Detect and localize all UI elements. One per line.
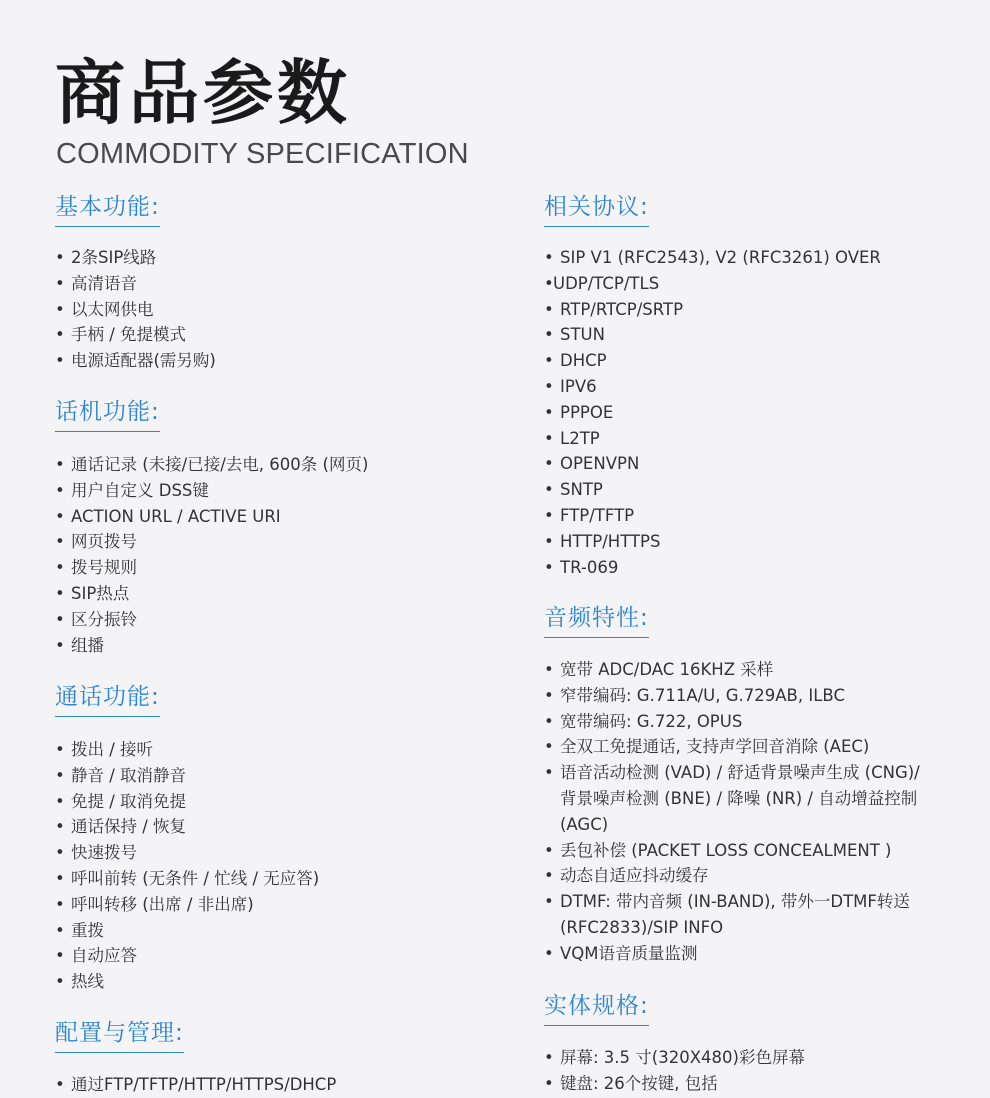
bullet-icon: •: [55, 583, 65, 603]
list-item: • 宽带编码: G.722, OPUS: [544, 709, 944, 735]
bullet-icon: •: [544, 531, 554, 551]
section-heading-phone: 话机功能:: [55, 395, 160, 432]
bullet-icon: •: [55, 273, 65, 293]
list-item: • VQM语音质量监测: [544, 941, 944, 967]
bullet-icon: •: [55, 920, 65, 940]
list-item: • 通话记录 (未接/已接/去电, 600条 (网页): [55, 452, 368, 478]
list-item: • 拨号规则: [55, 555, 368, 581]
bullet-icon: •: [55, 894, 65, 914]
section-heading-call: 通话功能:: [55, 680, 160, 717]
list-item: • 手柄 / 免提模式: [55, 322, 216, 348]
bullet-icon: •: [544, 299, 554, 319]
bullet-icon: •: [55, 248, 65, 267]
list-item: • 通话保持 / 恢复: [55, 814, 319, 840]
protocol-list: [544, 245, 881, 580]
bullet-icon: •: [55, 740, 65, 759]
bullet-icon: •: [55, 325, 65, 345]
list-item: • ACTION URL / ACTIVE URI: [55, 504, 368, 530]
bullet-icon: •: [55, 972, 65, 992]
call-feature-list: [55, 737, 319, 995]
list-item: • 组播: [55, 633, 368, 659]
list-item: • 自动应答: [55, 943, 319, 969]
list-item: • 键盘: 26个按键, 包括: [544, 1071, 805, 1097]
list-item: • 网页拨号: [55, 529, 368, 555]
bullet-icon: •: [55, 506, 65, 526]
bullet-icon: •: [544, 557, 554, 577]
bullet-icon: •: [55, 1075, 65, 1094]
list-item: • STUN: [544, 322, 881, 348]
bullet-icon: •: [544, 402, 554, 422]
section-heading-audio: 音频特性:: [544, 601, 649, 638]
bullet-icon: •: [544, 763, 554, 783]
bullet-icon: •: [55, 455, 65, 474]
bullet-icon: •: [544, 505, 554, 525]
bullet-icon: •: [55, 791, 65, 811]
bullet-icon: •: [544, 248, 554, 267]
bullet-icon: •: [55, 868, 65, 888]
list-item: • 屏幕: 3.5 寸(320X480)彩色屏幕: [544, 1045, 805, 1071]
bullet-icon: •: [544, 737, 554, 757]
bullet-icon: •: [544, 840, 554, 860]
bullet-icon: •: [55, 351, 65, 371]
bullet-icon: •: [544, 454, 554, 474]
bullet-icon: •: [544, 685, 554, 705]
list-item: • 呼叫转移 (出席 / 非出席): [55, 892, 319, 918]
bullet-icon: •: [544, 428, 554, 448]
bullet-icon: •: [544, 711, 554, 731]
list-item: • PPPOE: [544, 400, 881, 426]
audio-feature-list: [544, 657, 944, 967]
page-title: 商品参数: [55, 52, 351, 134]
list-item: • 语音活动检测 (VAD) / 舒适背景噪声生成 (CNG)/ 背景噪声检测 (BNE) / 降噪 (NR) / 自动增益控制(AGC): [544, 760, 938, 837]
bullet-icon: •: [55, 299, 65, 319]
bullet-icon: •: [55, 532, 65, 552]
bullet-icon: •: [544, 480, 554, 500]
physical-spec-list: [544, 1045, 805, 1097]
list-item: • 动态自适应抖动缓存: [544, 863, 944, 889]
bullet-icon: •: [55, 946, 65, 966]
section-heading-basic: 基本功能:: [55, 190, 160, 227]
list-item: • TR-069: [544, 555, 881, 581]
bullet-icon: •: [55, 635, 65, 655]
bullet-icon: •: [544, 376, 554, 396]
list-item: • OPENVPN: [544, 451, 881, 477]
bullet-icon: •: [544, 1073, 554, 1093]
bullet-icon: •: [55, 558, 65, 578]
bullet-icon: •: [55, 765, 65, 785]
list-item: • UDP/TCP/TLS: [544, 271, 881, 297]
list-item: • IPV6: [544, 374, 881, 400]
list-item: • 丢包补偿 (PACKET LOSS CONCEALMENT ): [544, 838, 944, 864]
bullet-icon: •: [544, 273, 554, 293]
bullet-icon: •: [55, 843, 65, 863]
list-item: • 免提 / 取消免提: [55, 789, 319, 815]
list-item: • 快速拨号: [55, 840, 319, 866]
list-item: • 热线: [55, 969, 319, 995]
list-item: • 区分振铃: [55, 607, 368, 633]
section-heading-physical: 实体规格:: [544, 989, 649, 1026]
bullet-icon: •: [544, 351, 554, 371]
bullet-icon: •: [544, 660, 554, 679]
bullet-icon: •: [544, 866, 554, 886]
list-item: • 重拨: [55, 918, 319, 944]
bullet-icon: •: [544, 943, 554, 963]
list-item: • DTMF: 带内音频 (IN-BAND), 带外一DTMF转送 (RFC2833)/SIP INFO: [544, 889, 942, 941]
list-item: • SIP V1 (RFC2543), V2 (RFC3261) OVER: [544, 245, 881, 271]
bullet-icon: •: [55, 609, 65, 629]
list-item: • 静音 / 取消静音: [55, 763, 319, 789]
list-item: • 拨出 / 接听: [55, 737, 319, 763]
list-item: • SNTP: [544, 477, 881, 503]
list-item: • SIP热点: [55, 581, 368, 607]
bullet-icon: •: [55, 480, 65, 500]
list-item: • 电源适配器(需另购): [55, 348, 216, 374]
page-subtitle: COMMODITY SPECIFICATION: [56, 138, 469, 170]
list-item: • 用户自定义 DSS键: [55, 478, 368, 504]
list-item: • 窄带编码: G.711A/U, G.729AB, ILBC: [544, 683, 944, 709]
section-heading-protocols: 相关协议:: [544, 190, 649, 227]
phone-feature-list: [55, 452, 368, 658]
list-item: • HTTP/HTTPS: [544, 529, 881, 555]
list-item: • 通过FTP/TFTP/HTTP/HTTPS/DHCP: [55, 1072, 336, 1098]
list-item: • 呼叫前转 (无条件 / 忙线 / 无应答): [55, 866, 319, 892]
section-heading-config: 配置与管理:: [55, 1016, 184, 1053]
list-item: • 宽带 ADC/DAC 16KHZ 采样: [544, 657, 944, 683]
list-item: • 全双工免提通话, 支持声学回音消除 (AEC): [544, 734, 944, 760]
list-item: • 2条SIP线路: [55, 245, 216, 271]
config-feature-list: [55, 1072, 336, 1098]
list-item: • FTP/TFTP: [544, 503, 881, 529]
list-item: • 高清语音: [55, 271, 216, 297]
bullet-icon: •: [544, 892, 554, 912]
list-item: • DHCP: [544, 348, 881, 374]
bullet-icon: •: [55, 817, 65, 837]
list-item: • L2TP: [544, 426, 881, 452]
bullet-icon: •: [544, 1048, 554, 1067]
list-item: • 以太网供电: [55, 297, 216, 323]
basic-feature-list: [55, 245, 216, 374]
bullet-icon: •: [544, 325, 554, 345]
list-item: • RTP/RTCP/SRTP: [544, 297, 881, 323]
